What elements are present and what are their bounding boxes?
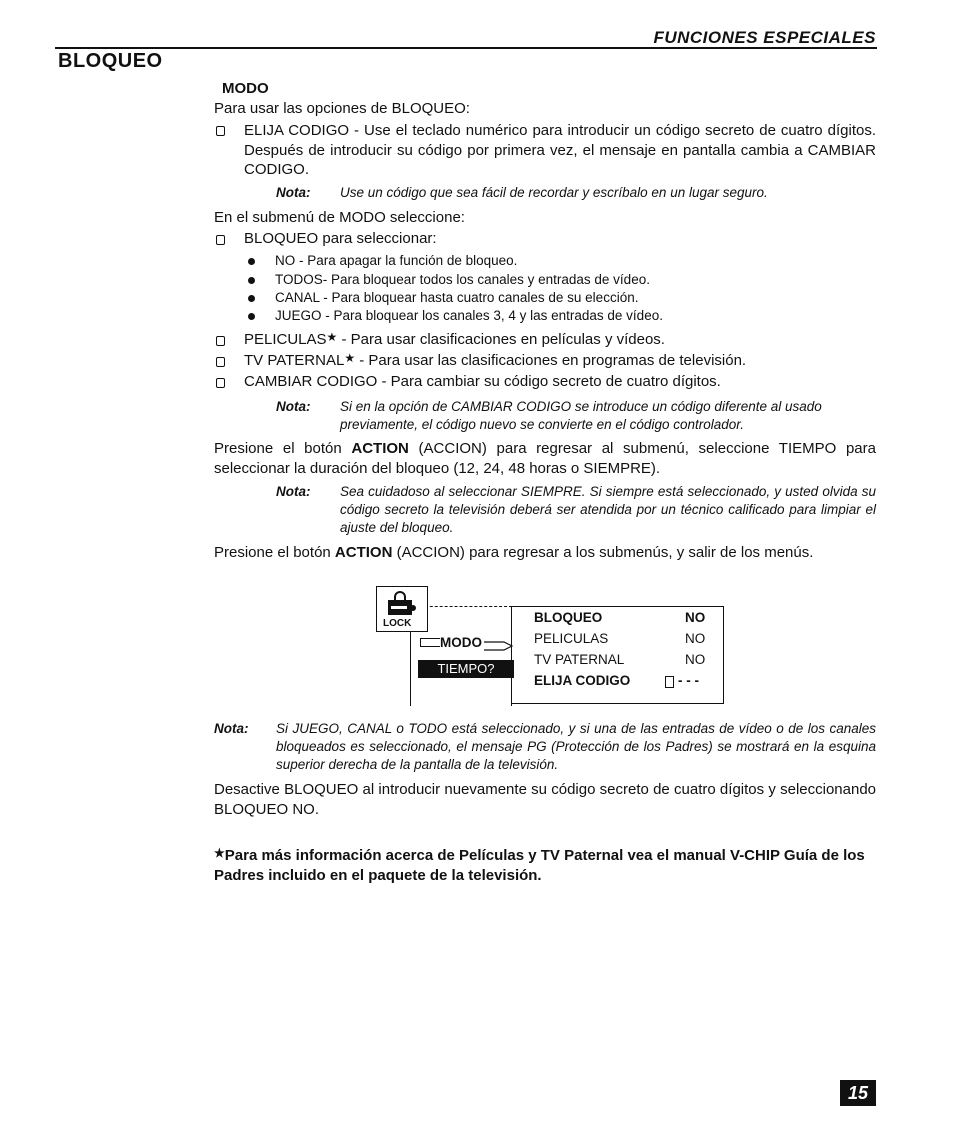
checkbox-icon xyxy=(216,126,225,136)
note-text: Si JUEGO, CANAL o TODO está seleccionado, y si una de las entradas de vídeo o de los canales bloqueados es seleccionado, el mensaje PG (Protección de los Padres) se mostrará en la esquina superior derecha de la pantalla de la televisión. xyxy=(276,721,876,772)
checkbox-icon xyxy=(216,235,225,245)
bloqueo-item: BLOQUEO para seleccionar: xyxy=(244,230,437,247)
intro-text: Para usar las opciones de BLOQUEO: xyxy=(214,100,470,117)
page-number: 15 xyxy=(840,1080,876,1106)
menu-row-label: ELIJA CODIGO xyxy=(534,673,631,688)
arrow-right-icon xyxy=(484,638,514,652)
note-text: Use un código que sea fácil de recordar y escríbalo en un lugar seguro. xyxy=(340,185,768,200)
bullet-icon xyxy=(248,277,255,284)
paragraph: Presione el botón ACTION (ACCION) para regresar a los submenús, y salir de los menús. xyxy=(214,544,814,561)
header-rule xyxy=(55,47,877,49)
menu-row-value: NO xyxy=(685,652,706,667)
submenu-intro: En el submenú de MODO seleccione: xyxy=(214,209,465,226)
subsection-title: MODO xyxy=(222,80,269,97)
paragraph: Desactive BLOQUEO al introducir nuevamente su código secreto de cuatro dígitos y seleccionando BLOQUEO NO. xyxy=(214,781,876,818)
list-item: NO - Para apagar la función de bloqueo. xyxy=(275,253,518,268)
menu-row-value: NO xyxy=(685,610,706,625)
section-title: BLOQUEO xyxy=(58,50,163,72)
padlock-tv-icon xyxy=(386,591,416,617)
note-label: Nota: xyxy=(214,721,249,736)
peliculas-item: PELICULAS★ - Para usar clasificaciones en películas y vídeos. xyxy=(244,330,665,348)
list-item: TODOS- Para bloquear todos los canales y entradas de vídeo. xyxy=(275,272,650,287)
lock-icon-box xyxy=(376,586,428,632)
checkbox-icon xyxy=(216,378,225,388)
menu-row-label: TV PATERNAL xyxy=(534,652,625,667)
bullet-icon xyxy=(248,313,255,320)
bullet-icon xyxy=(248,295,255,302)
lock-label: LOCK xyxy=(383,618,412,629)
menu-modo: MODO xyxy=(440,635,482,650)
note-text: Si en la opción de CAMBIAR CODIGO se introduce un código diferente al usado xyxy=(340,399,822,414)
list-item: CANAL - Para bloquear hasta cuatro canales de su elección. xyxy=(275,290,639,305)
paragraph: Presione el botón ACTION (ACCION) para regresar al submenú, seleccione TIEMPO para seleccionar la duración del bloqueo (12, 24, 48 horas o SIEMPRE). xyxy=(214,440,876,477)
menu-tiempo-highlight: TIEMPO? xyxy=(418,660,514,678)
menu-row-label: BLOQUEO xyxy=(534,610,603,625)
bullet-icon xyxy=(248,258,255,265)
menu-row-value: - - - xyxy=(678,673,699,688)
note-label: Nota: xyxy=(276,399,311,414)
note-text: previamente, el código nuevo se convierte en el código controlador. xyxy=(340,417,744,432)
note-label: Nota: xyxy=(276,185,311,200)
list-item: JUEGO - Para bloquear los canales 3, 4 y las entradas de vídeo. xyxy=(275,308,663,323)
menu-row-label: PELICULAS xyxy=(534,631,609,646)
osd-menu-illustration xyxy=(376,586,726,706)
note-label: Nota: xyxy=(276,484,311,499)
menu-row-value: NO xyxy=(685,631,706,646)
checkbox-icon xyxy=(216,357,225,367)
menu-right-panel xyxy=(512,606,724,704)
cursor-icon xyxy=(665,676,674,688)
modo-bracket xyxy=(420,638,440,647)
elija-text: ELIJA CODIGO - Use el teclado numérico para introducir un código secreto de cuatro dígitos. Después de introducir su código por primera vez, el mensaje en pantalla cambia a CAMBIAR CODIGO. xyxy=(244,122,876,178)
running-header: FUNCIONES ESPECIALES xyxy=(653,28,876,47)
footnote: ★Para más información acerca de Películas y TV Paternal vea el manual V-CHIP Guía de los Padres incluido en el paquete de la televisión. xyxy=(214,846,865,884)
checkbox-icon xyxy=(216,336,225,346)
tvpaternal-item: TV PATERNAL★ - Para usar las clasificaciones en programas de televisión. xyxy=(244,351,747,369)
cambiar-item: CAMBIAR CODIGO - Para cambiar su código secreto de cuatro dígitos. xyxy=(244,373,721,390)
note-text: Sea cuidadoso al seleccionar SIEMPRE. Si siempre está seleccionado, y usted olvida su código secreto la televisión deberá ser atendida por un técnico calificado para limpiar el ajuste del bloqueo. xyxy=(340,484,876,535)
